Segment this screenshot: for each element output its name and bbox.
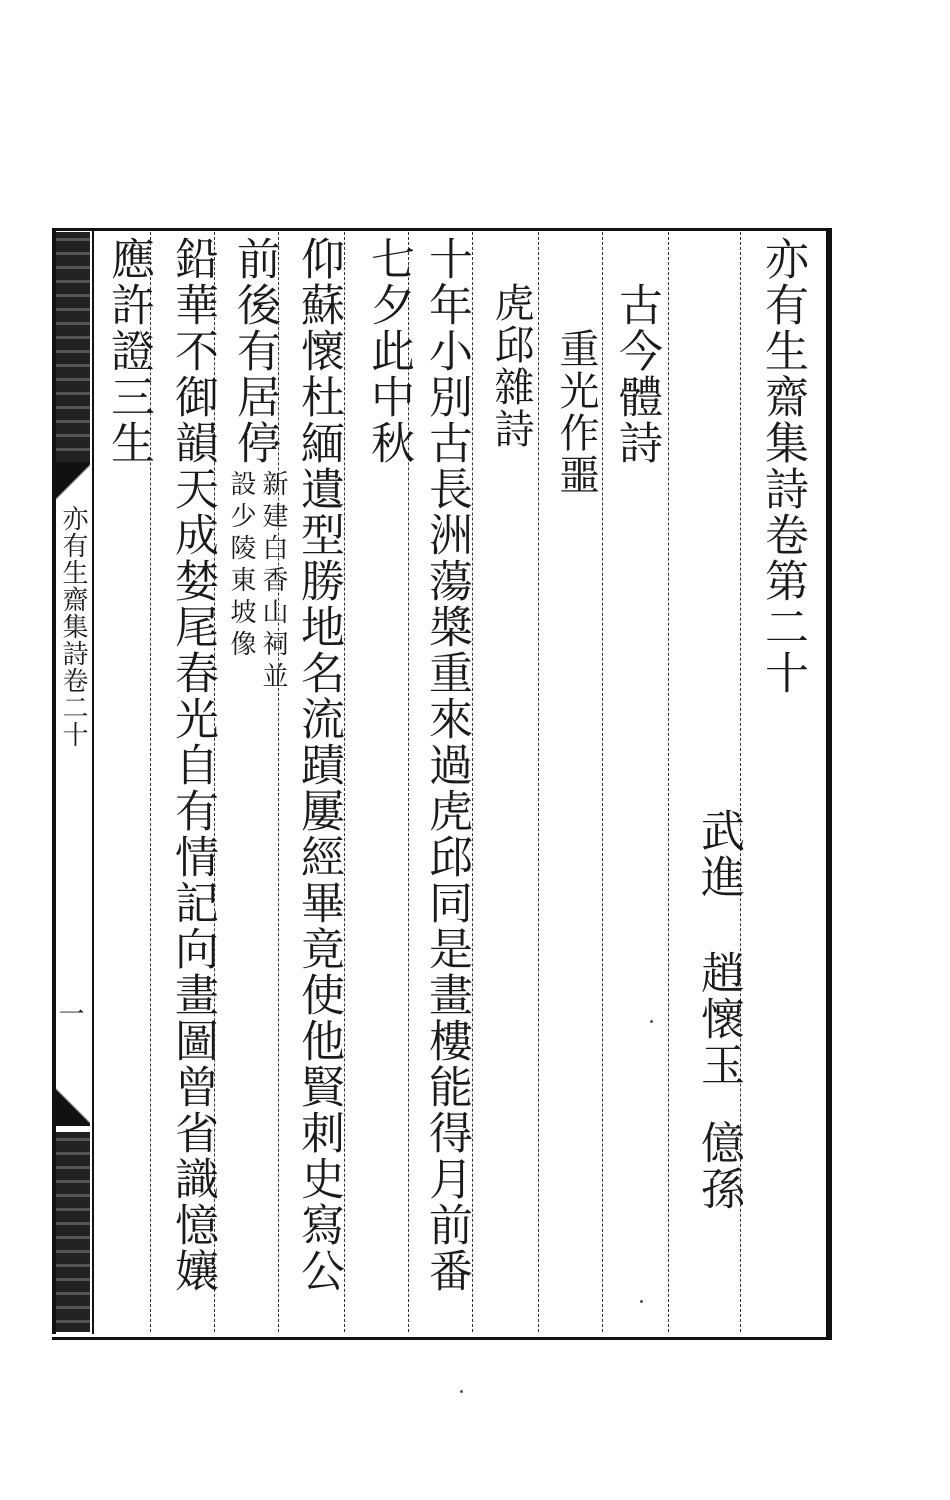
fishtail-lower [56,1086,90,1126]
scan-speck [640,1300,643,1303]
black-mouth-bottom [56,1132,90,1332]
book-title: 亦有生齋集詩卷第二十 [757,236,808,696]
fishtail-upper [56,462,90,502]
strip-title: 亦有生齋集詩卷二十 [58,505,88,748]
author-place: 武進 [693,808,744,900]
black-mouth-top [56,232,90,462]
column-rule [668,232,669,1332]
poem-line: 前後有居停 [229,236,280,466]
inline-note: 新建白香山祠並 [258,470,288,694]
poem-line: 應許證三生 [103,236,154,466]
author-courtesy: 億孫 [693,1120,744,1212]
subsection-title: 虎邱雜詩 [488,282,534,450]
section-heading: 古今體詩 [611,282,662,466]
author-name: 趙懷玉 [693,950,744,1088]
poem-line: 仰蘇懷杜緬遺型勝地名流蹟屢經畢竟使他賢刺史寫公 [293,236,344,1294]
leaf-number: 一 [54,1000,84,1026]
poem-line: 七夕此中秋 [363,236,414,466]
poem-line: 鉛華不御韻天成婪尾春光自有情記向畫圖曾省識憶孃 [167,236,218,1294]
poem-line: 十年小別古長洲蕩槳重來過虎邱同是畫樓能得月前番 [421,236,472,1294]
scan-speck [460,1390,463,1393]
subsection-year: 重光作噩 [553,328,599,496]
scan-speck [650,1020,653,1023]
inline-note: 設少陵東坡像 [226,470,256,662]
